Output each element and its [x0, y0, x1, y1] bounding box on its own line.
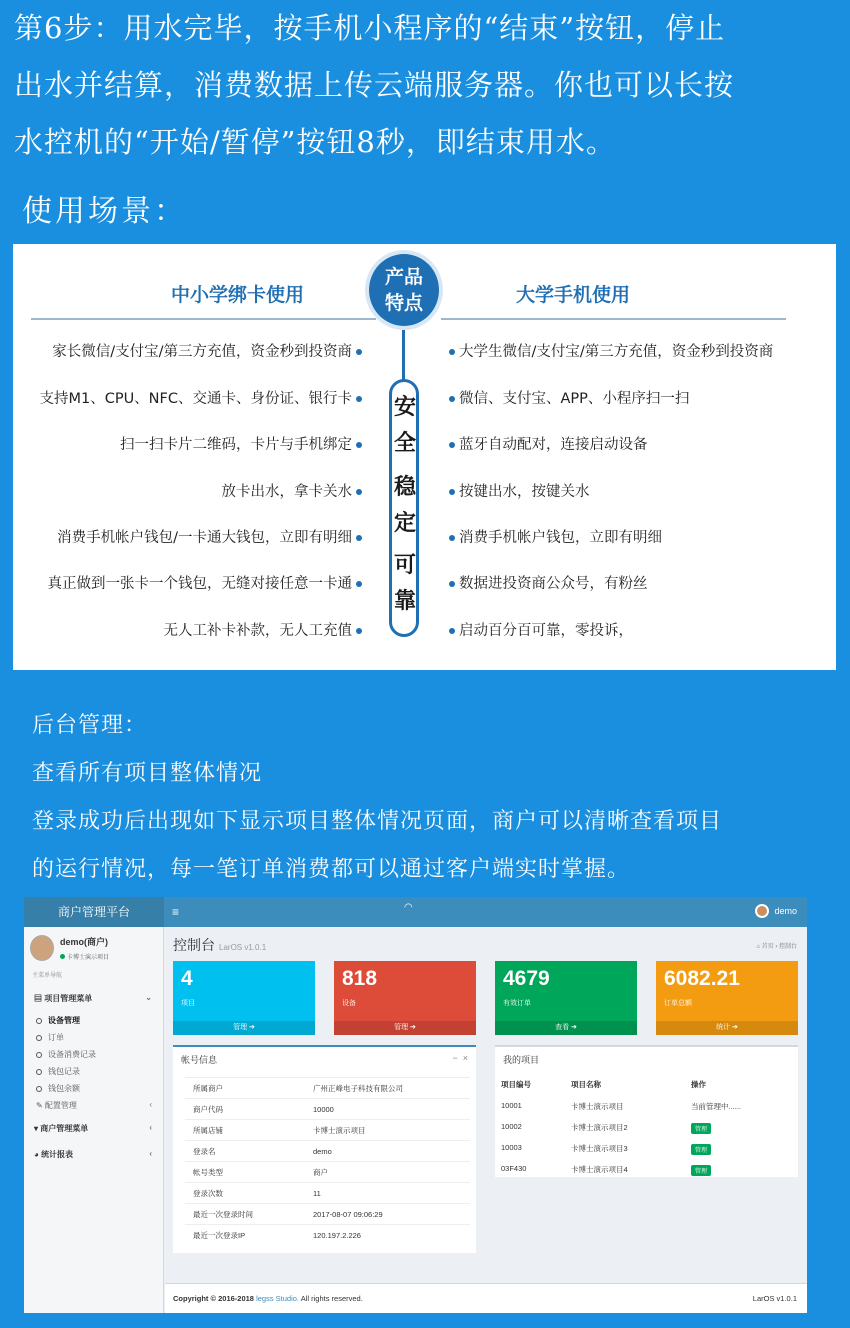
stat-box-total: [656, 961, 798, 1035]
breadcrumb[interactable]: ⌂ 首页 › 控制台: [756, 944, 797, 950]
list-icon: ▤: [34, 994, 45, 1003]
admin-heading: 后台管理：: [32, 713, 148, 738]
pillar-char: 全: [393, 431, 416, 456]
column-header: 项目名称: [571, 1080, 601, 1089]
project-name: 卡博士演示项目4: [571, 1165, 628, 1174]
left-feature: 无人工补卡补款，无人工充值: [164, 619, 367, 640]
project-status: 当前管理中......: [691, 1102, 742, 1111]
right-heading-rule: [441, 318, 786, 320]
sidebar-item-consume[interactable]: 设备消费记录: [24, 1049, 164, 1060]
bullet-icon: [449, 349, 455, 355]
chevron-left-icon: ‹: [149, 1149, 152, 1158]
sidebar-user-status: 卡博士演示项目: [60, 952, 109, 961]
stat-value: 4679: [503, 967, 550, 990]
bullet-icon: [449, 396, 455, 402]
admin-desc-line-1: 登录成功后出现如下显示项目整体情况页面，商户可以清晰查看项目: [32, 809, 723, 834]
circle-icon: [36, 1069, 42, 1075]
bullet-icon: [356, 628, 362, 634]
circle-icon: [36, 1052, 42, 1058]
bullet-icon: [356, 581, 362, 587]
stat-value: 818: [342, 967, 378, 990]
footer-link[interactable]: legss Studio.: [256, 1294, 300, 1303]
project-id: 10003: [501, 1143, 522, 1152]
table-row: 登录次数 11: [185, 1182, 470, 1203]
product-feature-badge: [365, 250, 443, 330]
badge-line-1: 产品: [384, 266, 423, 288]
pillar-char: 靠: [393, 589, 416, 614]
account-info-panel: [173, 1045, 476, 1253]
left-feature: 扫一扫卡片二维码，卡片与手机绑定: [120, 433, 366, 454]
page-version: LarOS v1.0.1: [219, 943, 267, 952]
intro-line-1: 第6步：用水完毕，按手机小程序的“结束”按钮，停止: [14, 11, 726, 45]
pillar-char: 可: [393, 553, 416, 578]
chevron-left-icon: ‹: [149, 1100, 152, 1109]
stat-link[interactable]: 管理 ➔: [334, 1021, 476, 1035]
circle-icon: [36, 1018, 42, 1024]
chevron-left-icon: ‹: [149, 1123, 152, 1132]
pillar-char: 稳: [393, 475, 416, 500]
left-feature: 消费手机帐户钱包/一卡通大钱包，立即有明细: [57, 526, 366, 547]
panel-tools[interactable]: [452, 1053, 468, 1063]
stat-box-devices: [334, 961, 476, 1035]
avatar-icon: [755, 904, 769, 918]
left-heading-rule: [31, 318, 376, 320]
left-column-heading: 中小学绑卡使用: [171, 284, 305, 306]
intro-line-2: 出水并结算，消费数据上传云端服务器。你也可以长按: [14, 68, 735, 102]
footer: [165, 1283, 807, 1313]
right-feature: 消费手机帐户钱包，立即有明细: [445, 526, 662, 547]
sidebar: [24, 927, 164, 1313]
sidebar-item-wallet-balance[interactable]: 钱包余额: [24, 1083, 164, 1094]
scene-section-title: 使用场景：: [22, 194, 187, 229]
left-feature: 支持M1、CPU、NFC、交通卡、身份证、银行卡: [39, 387, 366, 408]
table-row: 最近一次登录IP 120.197.2.226: [185, 1224, 470, 1245]
badge-stem: [402, 330, 405, 380]
pillar-char: 安: [393, 395, 416, 420]
stat-value: 4: [181, 967, 193, 990]
online-dot-icon: [60, 954, 65, 959]
stat-label: 订单总额: [664, 1000, 692, 1007]
top-navbar: [24, 897, 807, 927]
right-feature: 大学生微信/支付宝/第三方充值，资金秒到投资商: [445, 340, 773, 361]
user-menu[interactable]: [755, 904, 797, 918]
pie-chart-icon: ◕: [34, 1150, 42, 1159]
footer-copyright: Copyright © 2016-2018 legss Studio. All rights reserved.: [173, 1294, 363, 1303]
project-name: 卡博士演示项目: [571, 1102, 624, 1111]
left-feature: 家长微信/支付宝/第三方充值，资金秒到投资商: [52, 340, 366, 361]
left-feature: 放卡出水，拿卡关水: [222, 480, 367, 501]
close-icon: ×: [462, 1053, 468, 1063]
stat-link[interactable]: 查看 ➔: [495, 1021, 637, 1035]
stat-label: 有效订单: [503, 1000, 531, 1007]
admin-subheading: 查看所有项目整体情况: [32, 761, 263, 786]
cart-icon: ▾: [34, 1124, 41, 1133]
page-title: 控制台 LarOS v1.0.1: [173, 937, 267, 953]
chevron-down-icon: ⌄: [145, 993, 152, 1002]
menu-toggle-icon[interactable]: ≡: [172, 905, 180, 919]
stat-box-projects: [173, 961, 315, 1035]
bullet-icon: [449, 489, 455, 495]
manage-button[interactable]: 管理: [691, 1123, 711, 1134]
my-projects-panel: [495, 1045, 798, 1177]
stat-link[interactable]: 统计 ➔: [656, 1021, 798, 1035]
bullet-icon: [449, 581, 455, 587]
stat-value: 6082.21: [664, 967, 740, 990]
right-feature: 微信、支付宝、APP、小程序扫一扫: [445, 387, 689, 408]
pillar-char: 定: [393, 511, 416, 536]
table-row: 所属商户 广州正峰电子科技有限公司: [185, 1077, 470, 1098]
panel-title: 帐号信息: [181, 1055, 218, 1065]
minimize-icon: −: [452, 1053, 458, 1063]
admin-desc-line-2: 的运行情况，每一笔订单消费都可以通过客户端实时掌握。: [32, 857, 631, 882]
bullet-icon: [449, 535, 455, 541]
sidebar-user-panel: [30, 935, 109, 961]
home-icon: ⌂: [756, 944, 762, 950]
user-menu-name: demo: [774, 906, 797, 916]
bullet-icon: [356, 442, 362, 448]
sidebar-item-project-menu[interactable]: ▤ 项目管理菜单 ⌄: [34, 993, 152, 1003]
admin-dashboard: [24, 897, 807, 1313]
right-feature: 蓝牙自动配对，连接启动设备: [445, 433, 648, 454]
project-name: 卡博士演示项目2: [571, 1123, 628, 1132]
sidebar-item-merchant-menu[interactable]: ▾ 商户管理菜单 ‹: [34, 1123, 152, 1133]
main-content: [165, 927, 807, 1313]
table-row: 最近一次登录时间 2017-08-07 09:06:29: [185, 1203, 470, 1224]
project-id: 10002: [501, 1122, 522, 1131]
panel-title: 我的项目: [503, 1055, 540, 1065]
sidebar-user-name: demo(商户): [60, 937, 108, 947]
manage-button[interactable]: 管理: [691, 1144, 711, 1155]
right-column-heading: 大学手机使用: [516, 284, 631, 306]
footer-version: LarOS v1.0.1: [752, 1294, 797, 1303]
intro-paragraph: [14, 0, 844, 171]
sidebar-item-report[interactable]: ◕ 统计报表 ‹: [34, 1149, 152, 1159]
sidebar-item-wallet-log[interactable]: 钱包记录: [24, 1066, 164, 1077]
bullet-icon: [449, 628, 455, 634]
sidebar-item-config[interactable]: ✎ 配置管理 ‹: [36, 1100, 152, 1110]
project-name: 卡博士演示项目3: [571, 1144, 628, 1153]
right-feature: 按键出水，按键关水: [445, 480, 590, 501]
column-header: 项目编号: [501, 1080, 531, 1089]
stat-label: 设备: [342, 1000, 356, 1007]
bullet-icon: [356, 489, 362, 495]
avatar: [30, 935, 54, 961]
table-row: 所属店铺 卡博士演示项目: [185, 1119, 470, 1140]
table-row: 帐号类型 商户: [185, 1161, 470, 1182]
right-feature: 启动百分百可靠，零投诉，: [445, 619, 633, 640]
scenario-panel: [13, 244, 836, 670]
bullet-icon: [356, 349, 362, 355]
bullet-icon: [449, 442, 455, 448]
left-feature: 真正做到一张卡一个钱包，无缝对接任意一卡通: [48, 572, 367, 593]
manage-button[interactable]: 管理: [691, 1165, 711, 1176]
project-id: 10001: [501, 1101, 522, 1110]
badge-line-2: 特点: [384, 292, 423, 314]
sidebar-nav-label: 主菜单导航: [32, 973, 63, 979]
stat-link[interactable]: 管理 ➔: [173, 1021, 315, 1035]
stat-box-orders: [495, 961, 637, 1035]
circle-icon: [36, 1086, 42, 1092]
column-header: 操作: [691, 1080, 706, 1089]
table-row: 登录名 demo: [185, 1140, 470, 1161]
circle-icon: [36, 1035, 42, 1041]
sidebar-item-order[interactable]: 订单: [24, 1032, 164, 1043]
stat-label: 项目: [181, 1000, 195, 1007]
loading-icon: ◠: [404, 902, 413, 913]
bullet-icon: [356, 396, 362, 402]
bullet-icon: [356, 535, 362, 541]
right-feature: 数据进投资商公众号，有粉丝: [445, 572, 648, 593]
table-row: 商户代码 10000: [185, 1098, 470, 1119]
project-id: 03F430: [501, 1164, 527, 1173]
intro-line-3: 水控机的“开始/暂停”按钮8秒，即结束用水。: [14, 125, 616, 159]
brand-logo[interactable]: 商户管理平台: [24, 897, 164, 927]
sidebar-item-device[interactable]: 设备管理: [24, 1015, 164, 1026]
wrench-icon: ✎: [36, 1101, 45, 1110]
